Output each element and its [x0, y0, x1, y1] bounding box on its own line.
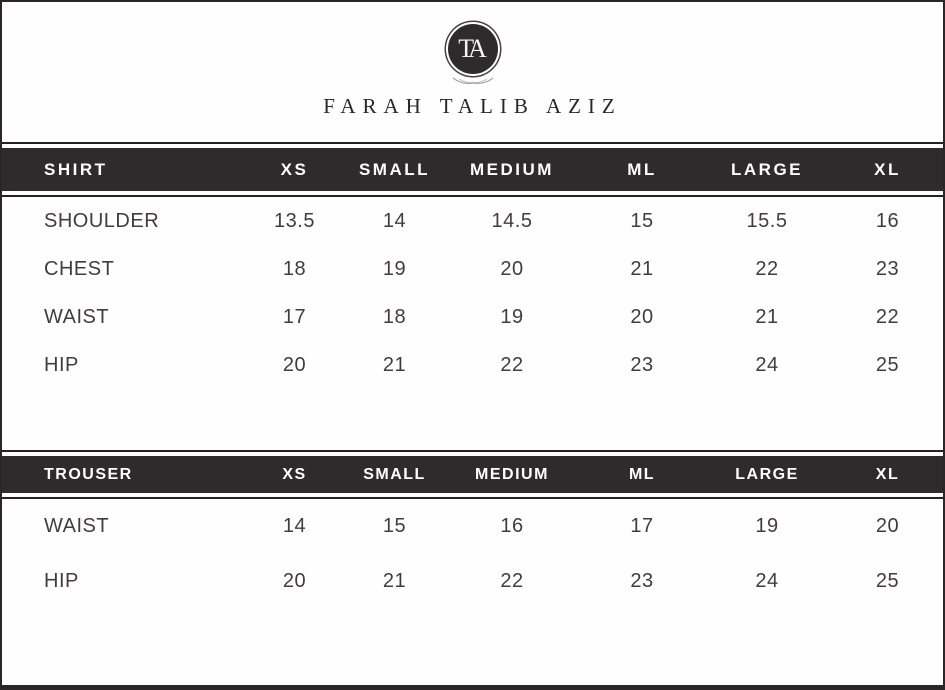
trouser-col-xs: XS	[282, 465, 307, 483]
measurement-value: 17	[630, 515, 654, 537]
measurement-value: 14	[282, 515, 307, 537]
measurement-value: 23	[630, 353, 654, 376]
measurement-value: 23	[875, 257, 900, 280]
measurement-value: 20	[630, 305, 654, 328]
measurement-value: 19	[755, 515, 779, 537]
measurement-value: 16	[875, 209, 900, 232]
row-label: HIP	[44, 570, 79, 592]
measurement-value: 14.5	[491, 209, 533, 232]
measurement-value: 24	[755, 353, 779, 376]
shirt-table-header-band	[2, 142, 943, 197]
measurement-value: 20	[500, 257, 524, 280]
shirt-col-xl: XL	[874, 159, 901, 179]
shirt-row-chest	[2, 245, 943, 293]
measurement-value: 15.5	[746, 209, 788, 232]
shirt-col-ml: ML	[627, 159, 657, 179]
shirt-col-large: LARGE	[731, 159, 803, 179]
measurement-value: 22	[500, 570, 524, 592]
measurement-value: 21	[382, 570, 407, 592]
measurement-value: 15	[630, 209, 654, 232]
row-label: WAIST	[44, 305, 110, 328]
measurement-value: 22	[500, 353, 524, 376]
shirt-row-hip	[2, 341, 943, 389]
trouser-col-ml: ML	[628, 465, 656, 483]
shirt-table-title: SHIRT	[44, 159, 108, 179]
trouser-row-hip	[2, 554, 943, 609]
measurement-value: 18	[282, 257, 307, 280]
brand-header	[2, 2, 943, 142]
measurement-value: 20	[282, 353, 307, 376]
shirt-col-xs: XS	[280, 159, 309, 179]
measurement-value: 21	[382, 353, 407, 376]
brand-logo	[448, 24, 498, 85]
trouser-table-body	[2, 499, 943, 609]
shirt-col-small: SMALL	[358, 159, 431, 179]
measurement-value: 13.5	[274, 209, 315, 232]
measurement-value: 18	[382, 305, 407, 328]
table-gap	[2, 389, 943, 450]
shirt-row-waist	[2, 293, 943, 341]
trouser-row-waist	[2, 499, 943, 554]
shirt-table-header-row	[2, 148, 943, 191]
ta-monogram-badge-icon	[448, 24, 498, 74]
measurement-value: 16	[500, 515, 524, 537]
trouser-col-medium: MEDIUM	[475, 465, 549, 483]
shirt-table-body	[2, 197, 943, 389]
measurement-value: 19	[500, 305, 524, 328]
trouser-table-header-row	[2, 456, 943, 493]
trouser-col-large: LARGE	[735, 465, 799, 483]
trouser-col-small: SMALL	[363, 465, 426, 483]
row-label: CHEST	[44, 257, 115, 280]
measurement-value: 20	[875, 515, 900, 537]
measurement-value: 17	[282, 305, 307, 328]
row-label: SHOULDER	[44, 209, 160, 232]
measurement-value: 24	[755, 570, 779, 592]
shirt-col-medium: MEDIUM	[470, 159, 554, 179]
measurement-value: 15	[382, 515, 407, 537]
measurement-value: 19	[382, 257, 407, 280]
measurement-value: 22	[755, 257, 779, 280]
measurement-value: 25	[875, 570, 900, 592]
measurement-value: 21	[630, 257, 654, 280]
monogram-text: TA	[458, 34, 483, 63]
measurement-value: 25	[875, 353, 900, 376]
laurel-ribbon-icon	[451, 77, 495, 85]
measurement-value: 22	[875, 305, 900, 328]
measurement-value: 14	[382, 209, 407, 232]
row-label: WAIST	[44, 515, 110, 537]
trouser-table-header-band	[2, 450, 943, 499]
measurement-value: 23	[630, 570, 654, 592]
row-label: HIP	[44, 353, 79, 376]
trouser-table-title: TROUSER	[44, 465, 133, 483]
shirt-row-shoulder	[2, 197, 943, 245]
measurement-value: 21	[755, 305, 779, 328]
brand-name: FARAH TALIB AZIZ	[323, 94, 622, 118]
measurement-value: 20	[282, 570, 307, 592]
trouser-col-xl: XL	[875, 465, 900, 483]
